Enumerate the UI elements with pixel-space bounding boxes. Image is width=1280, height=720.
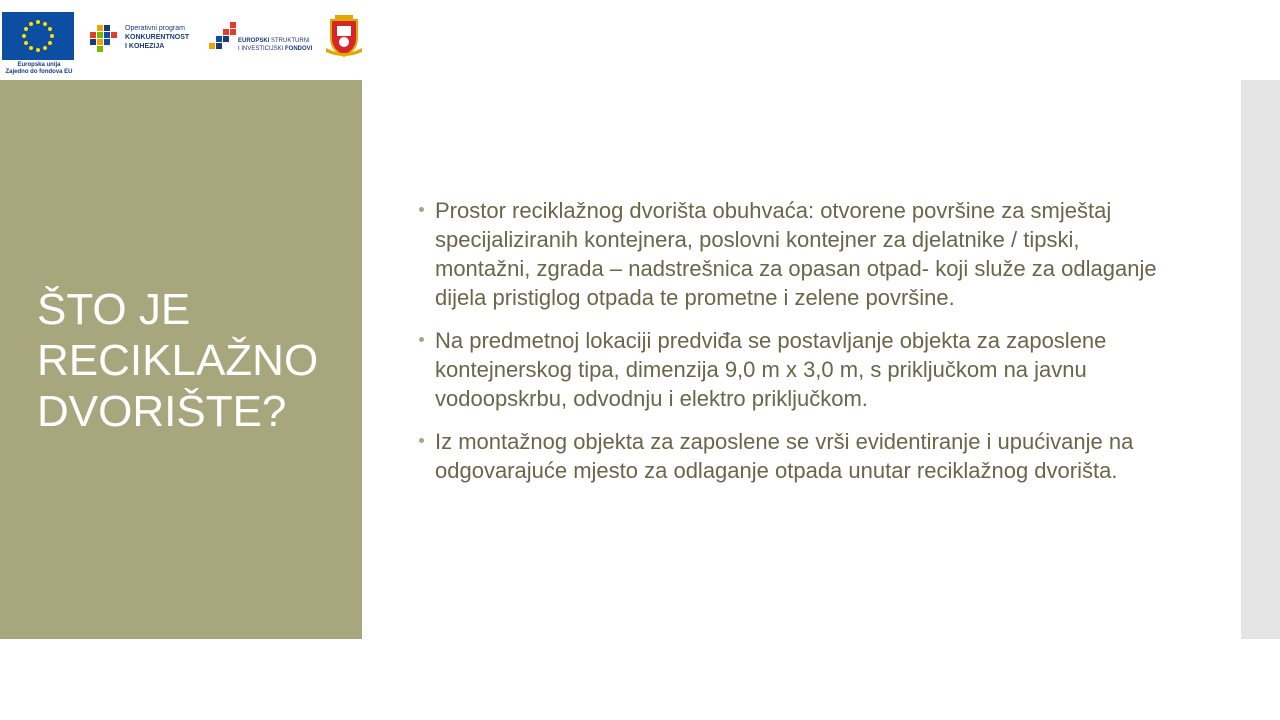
op-konkurentnost-logo bbox=[90, 24, 200, 54]
eu-caption-line1: Europska unija bbox=[17, 62, 61, 68]
esif-line1-bold: EUROPSKI bbox=[238, 38, 270, 44]
esif-squares-icon bbox=[208, 22, 242, 54]
eu-caption bbox=[2, 62, 76, 76]
esif-line2 bbox=[238, 45, 312, 53]
side-strip bbox=[1241, 80, 1280, 639]
esif-line2-text: I INVESTICIJSKI bbox=[238, 46, 286, 52]
logo-bar bbox=[0, 0, 1280, 80]
slide-content bbox=[416, 196, 1176, 499]
op-line2: KONKURENTNOST bbox=[125, 34, 190, 41]
eu-flag-icon bbox=[2, 12, 74, 60]
op-line1: Operativni program bbox=[125, 25, 185, 32]
op-squares-icon bbox=[90, 24, 118, 52]
eu-logo bbox=[2, 12, 74, 76]
bullet-item: Na predmetnoj lokaciji predviđa se postavljanje objekta za zaposlene kontejnerskog tipa, dimenzija 9,0 m x 3,0 m, s priključkom na javnu vodoopskrbu, odvodnju i elektro priključkom. bbox=[416, 326, 1176, 413]
eu-caption-line2: Zajedno do fondova EU bbox=[5, 69, 73, 75]
title-panel bbox=[0, 80, 362, 639]
coat-of-arms-icon bbox=[325, 14, 363, 58]
bullet-item: Prostor reciklažnog dvorišta obuhvaća: otvorene površine za smještaj specijaliziranih kontejnera, poslovni kontejner za djelatnike / tipski, montažni, zgrada – nadstrešnica za opasan otpad- koji služe za odlaganje dijela pristiglog otpada te prometne i zelene površine. bbox=[416, 196, 1176, 312]
esif-line1 bbox=[238, 37, 312, 45]
esif-logo bbox=[208, 22, 318, 56]
esif-line2-bold: FONDOVI bbox=[285, 46, 313, 52]
esif-line1-rest: STRUKTURNI bbox=[269, 38, 310, 44]
op-line3: I KOHEZIJA bbox=[125, 43, 165, 50]
slide-title: ŠTO JE RECIKLAŽNO DVORIŠTE? bbox=[37, 285, 319, 436]
bullet-item: Iz montažnog objekta za zaposlene se vrši evidentiranje i upućivanje na odgovarajuće mjesto za odlaganje otpada unutar reciklažnog dvorišta. bbox=[416, 427, 1176, 485]
